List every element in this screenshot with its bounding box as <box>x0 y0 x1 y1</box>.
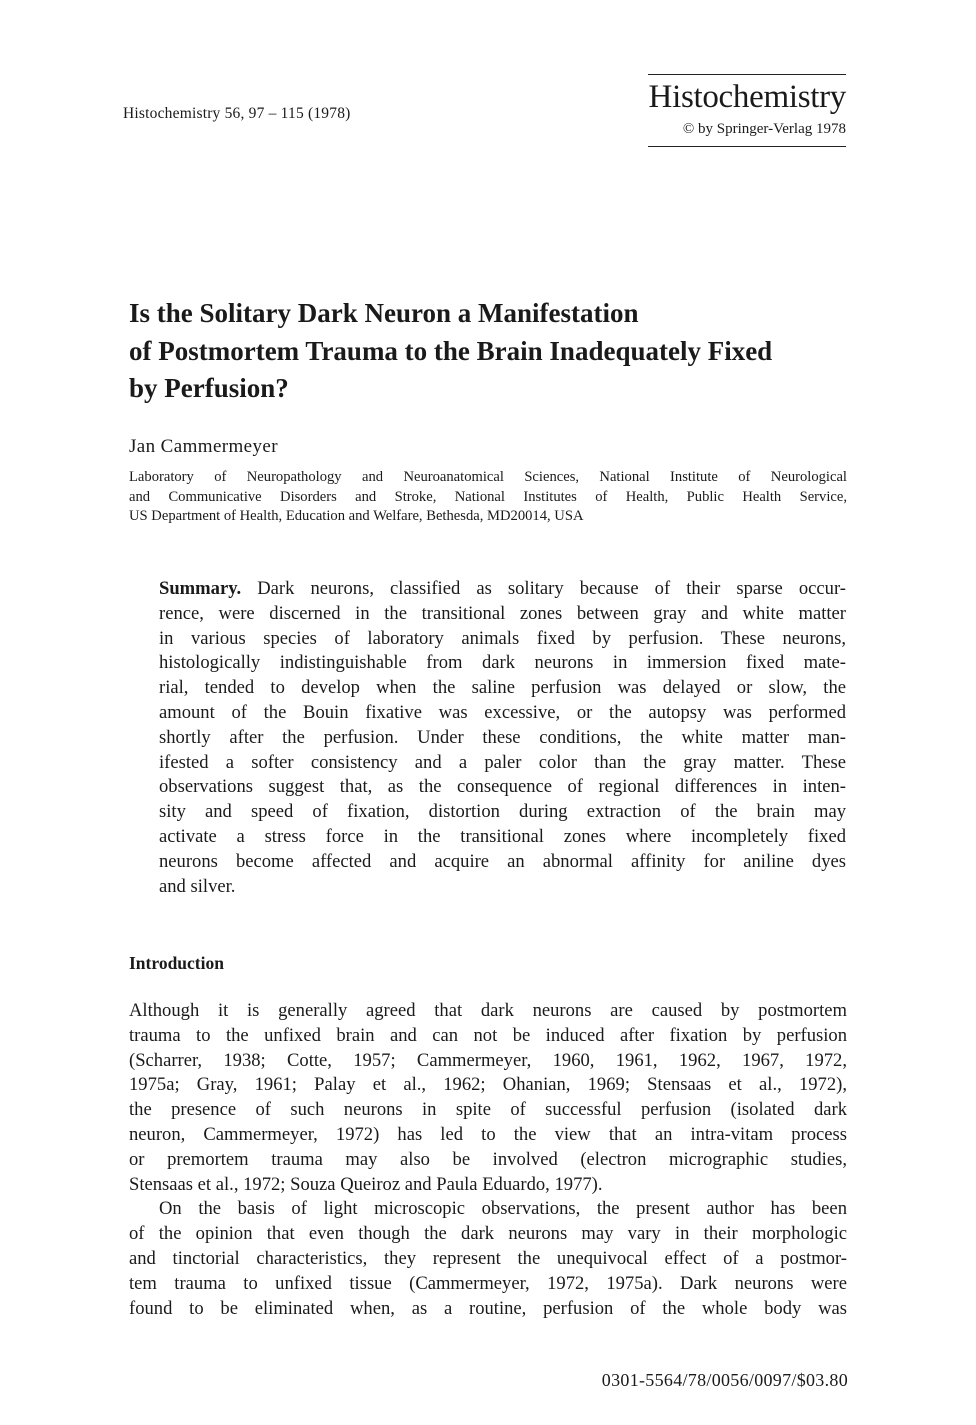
affiliation-line: US Department of Health, Education and Welfare, Bethesda, MD20014, USA <box>129 508 584 524</box>
summary-text: Dark neurons, classified as solitary because of their sparse occur- <box>257 578 846 599</box>
summary-first-line <box>159 577 846 602</box>
body-line-paragraph-start: On the basis of light microscopic observations, the present author has been <box>159 1198 847 1220</box>
masthead-bottom-rule <box>648 146 846 147</box>
body-line: neuron, Cammermeyer, 1972) has led to the view that an intra-vitam process <box>129 1123 847 1145</box>
author-affiliation <box>129 468 847 527</box>
body-line: (Scharrer, 1938; Cotte, 1957; Cammermeyer, 1960, 1961, 1962, 1967, 1972, <box>129 1049 847 1071</box>
summary-line: shortly after the perfusion. Under these conditions, the white matter man- <box>159 726 846 748</box>
journal-citation: Histochemistry 56, 97 – 115 (1978) <box>123 105 351 122</box>
body-line: trauma to the unfixed brain and can not be induced after fixation by perfusion <box>129 1024 847 1046</box>
summary-line: and silver. <box>159 875 236 897</box>
journal-copyright: © by Springer-Verlag 1978 <box>682 121 846 137</box>
section-heading-introduction: Introduction <box>129 953 224 973</box>
summary-line: rial, tended to develop when the saline perfusion was delayed or slow, the <box>159 677 846 699</box>
summary-line: ifested a softer consistency and a paler color than the gray matter. These <box>159 751 846 773</box>
body-line: the presence of such neurons in spite of successful perfusion (isolated dark <box>129 1099 847 1121</box>
summary-line: histologically indistinguishable from dark neurons in immersion fixed mate- <box>159 652 846 674</box>
body-line: Stensaas et al., 1972; Souza Queiroz and Paula Eduardo, 1977). <box>129 1173 603 1195</box>
body-line: found to be eliminated when, as a routine, perfusion of the whole body was <box>129 1297 847 1319</box>
body-line: tem trauma to unfixed tissue (Cammermeyer, 1972, 1975a). Dark neurons were <box>129 1272 847 1294</box>
article-title <box>129 295 869 408</box>
summary-line: sity and speed of fixation, distortion during extraction of the brain may <box>159 801 846 823</box>
body-line: or premortem trauma may also be involved (electron micrographic studies, <box>129 1148 847 1170</box>
body-line: 1975a; Gray, 1961; Palay et al., 1962; Ohanian, 1969; Stensaas et al., 1972), <box>129 1074 847 1096</box>
summary-line: in various species of laboratory animals fixed by perfusion. These neurons, <box>159 627 846 649</box>
summary-line: rence, were discerned in the transitional zones between gray and white matter <box>159 602 846 624</box>
body-line: Although it is generally agreed that dark neurons are caused by postmortem <box>129 1000 847 1021</box>
affiliation-line: and Communicative Disorders and Stroke, National Institutes of Health, Public Health Service, <box>129 488 847 505</box>
author-name: Jan Cammermeyer <box>129 436 278 457</box>
journal-masthead <box>648 74 846 147</box>
title-line: of Postmortem Trauma to the Brain Inadequately Fixed <box>129 335 773 366</box>
title-line: Is the Solitary Dark Neuron a Manifestation <box>129 298 639 328</box>
journal-name: Histochemistry <box>648 79 846 115</box>
title-line: by Perfusion? <box>129 373 289 403</box>
masthead-top-rule <box>648 74 846 75</box>
affiliation-line: Laboratory of Neuropathology and Neuroanatomical Sciences, National Institute of Neurological <box>129 469 847 485</box>
summary-line: amount of the Bouin fixative was excessive, or the autopsy was performed <box>159 701 846 723</box>
summary-line: neurons become affected and acquire an abnormal affinity for aniline dyes <box>159 850 846 872</box>
summary-line: observations suggest that, as the consequence of regional differences in inten- <box>159 776 846 798</box>
summary-paragraph <box>159 577 846 899</box>
summary-line: activate a stress force in the transitional zones where incompletely fixed <box>159 825 846 847</box>
body-line: of the opinion that even though the dark neurons may vary in their morphologic <box>129 1223 847 1245</box>
summary-label: Summary. <box>159 578 242 599</box>
introduction-body <box>129 999 847 1321</box>
article-code: 0301-5564/78/0056/0097/$03.80 <box>601 1370 848 1390</box>
body-line: and tinctorial characteristics, they represent the unequivocal effect of a postmor- <box>129 1247 847 1269</box>
